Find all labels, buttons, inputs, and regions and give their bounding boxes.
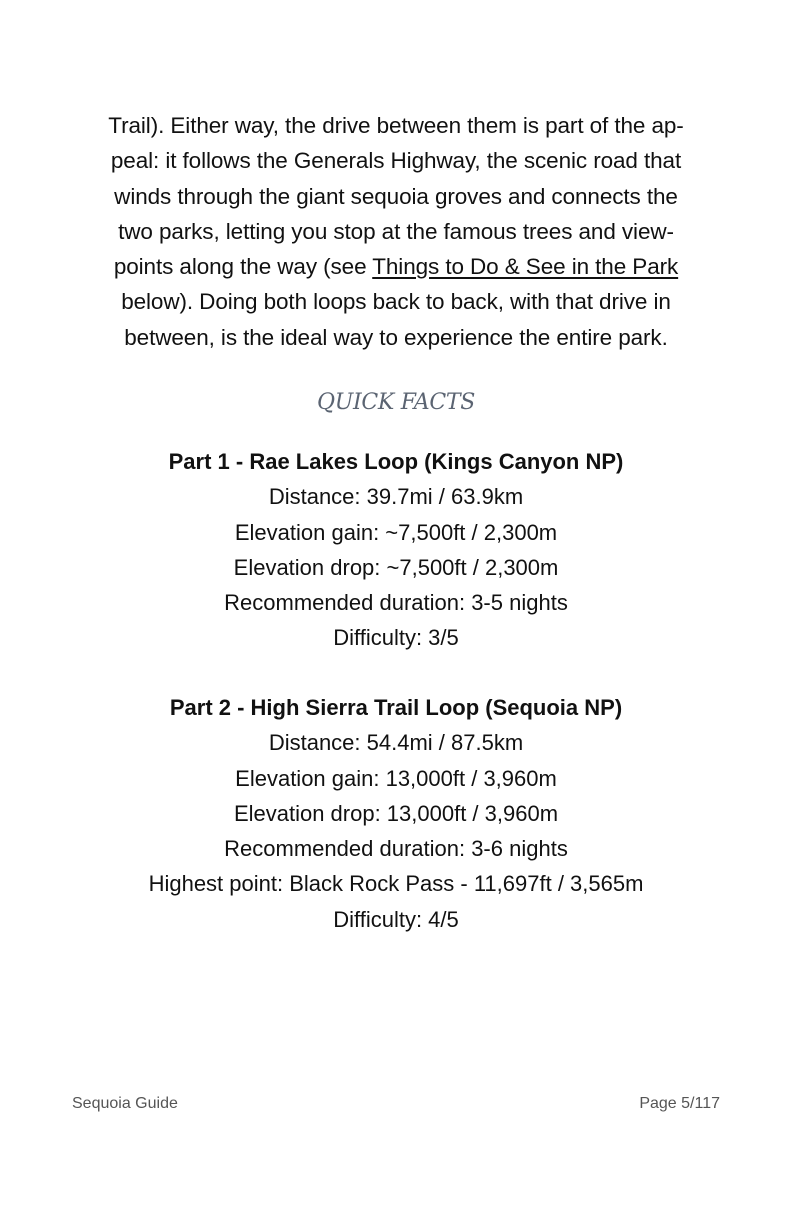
paragraph-line: below). Doing both loops back to back, with that drive in: [121, 289, 671, 315]
part-2-difficulty: Difficulty: 4/5: [333, 906, 459, 932]
part-1-facts: [0, 444, 792, 656]
part-2-highest-point: Highest point: Black Rock Pass - 11,697ft / 3,565m: [148, 871, 644, 897]
part-2-facts: [0, 690, 792, 937]
intro-paragraph: [70, 108, 722, 355]
part-2-elevation-drop: Elevation drop: 13,000ft / 3,960m: [233, 800, 559, 826]
paragraph-text: points along the way (see: [113, 254, 373, 280]
footer-page-number: Page 5/117: [639, 1095, 720, 1112]
footer-book-title: Sequoia Guide: [72, 1095, 178, 1112]
part-2-title: Part 2 - High Sierra Trail Loop (Sequoia NP): [169, 695, 623, 720]
paragraph-line: peal: it follows the Generals Highway, the scenic road that: [110, 148, 682, 174]
part-1-title: Part 1 - Rae Lakes Loop (Kings Canyon NP): [168, 449, 624, 474]
part-1-difficulty: Difficulty: 3/5: [333, 625, 459, 651]
part-2-elevation-gain: Elevation gain: 13,000ft / 3,960m: [235, 765, 557, 791]
part-2-duration: Recommended duration: 3-6 nights: [224, 836, 568, 862]
paragraph-line-with-link: [70, 249, 722, 284]
part-1-elevation-drop: Elevation drop: ~7,500ft / 2,300m: [233, 554, 559, 580]
things-to-do-link[interactable]: Things to Do & See in the Park: [372, 254, 679, 280]
quick-facts-heading: QUICK FACTS: [316, 390, 476, 415]
paragraph-line: two parks, letting you stop at the famous trees and view-: [118, 218, 674, 244]
paragraph-line: Trail). Either way, the drive between them is part of the ap-: [108, 113, 684, 138]
part-2-distance: Distance: 54.4mi / 87.5km: [268, 730, 524, 756]
part-1-elevation-gain: Elevation gain: ~7,500ft / 2,300m: [234, 519, 558, 545]
part-1-distance: Distance: 39.7mi / 63.9km: [268, 484, 524, 510]
part-1-duration: Recommended duration: 3-5 nights: [224, 590, 568, 616]
paragraph-line: winds through the giant sequoia groves and connects the: [114, 183, 678, 209]
paragraph-line: between, is the ideal way to experience the entire park.: [124, 324, 668, 350]
